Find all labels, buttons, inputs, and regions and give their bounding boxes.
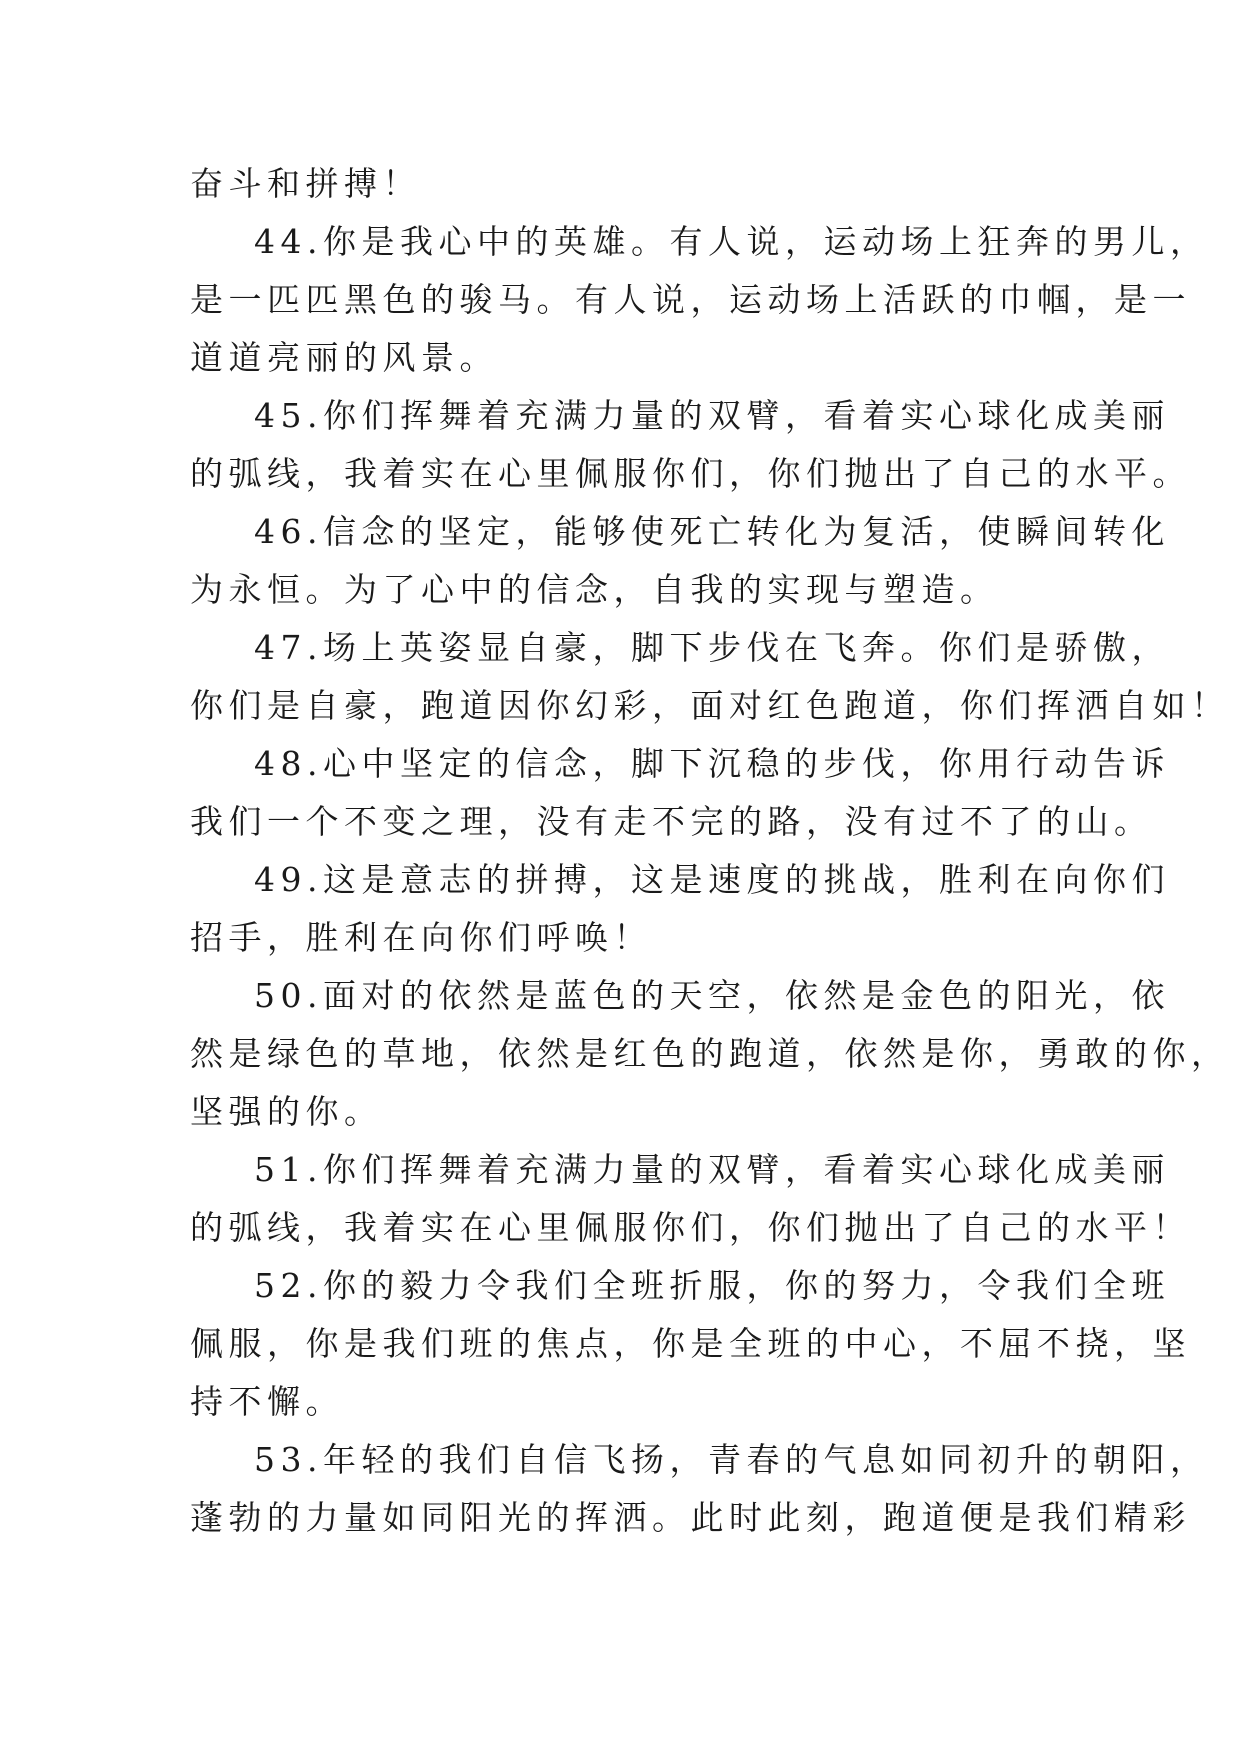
text-line: 我们一个不变之理，没有走不完的路，没有过不了的山。 bbox=[190, 802, 1153, 841]
text-line: 49.这是意志的拼搏，这是速度的挑战，胜利在向你们 bbox=[254, 860, 1170, 899]
text-line: 然是绿色的草地，依然是红色的跑道，依然是你，勇敢的你， bbox=[190, 1034, 1230, 1073]
text-line: 47.场上英姿显自豪，脚下步伐在飞奔。你们是骄傲， bbox=[254, 628, 1170, 667]
text-line: 52.你的毅力令我们全班折服，你的努力，令我们全班 bbox=[254, 1266, 1170, 1305]
text-line: 51.你们挥舞着充满力量的双臂，看着实心球化成美丽 bbox=[254, 1150, 1170, 1189]
text-line: 44.你是我心中的英雄。有人说，运动场上狂奔的男儿， bbox=[254, 222, 1209, 261]
text-line: 蓬勃的力量如同阳光的挥洒。此时此刻，跑道便是我们精彩 bbox=[190, 1498, 1191, 1537]
text-line: 45.你们挥舞着充满力量的双臂，看着实心球化成美丽 bbox=[254, 396, 1170, 435]
text-line: 为永恒。为了心中的信念，自我的实现与塑造。 bbox=[190, 570, 999, 609]
text-line: 持不懈。 bbox=[190, 1382, 344, 1421]
text-line: 道道亮丽的风景。 bbox=[190, 338, 498, 377]
text-line: 46.信念的坚定，能够使死亡转化为复活，使瞬间转化 bbox=[254, 512, 1170, 551]
text-line: 你们是自豪，跑道因你幻彩，面对红色跑道，你们挥洒自如！ bbox=[190, 686, 1230, 725]
text-line: 招手，胜利在向你们呼唤！ bbox=[190, 918, 652, 957]
text-line: 50.面对的依然是蓝色的天空，依然是金色的阳光，依 bbox=[254, 976, 1170, 1015]
text-line: 佩服，你是我们班的焦点，你是全班的中心，不屈不挠，坚 bbox=[190, 1324, 1191, 1363]
text-line: 48.心中坚定的信念，脚下沉稳的步伐，你用行动告诉 bbox=[254, 744, 1170, 783]
text-line: 53.年轻的我们自信飞扬，青春的气息如同初升的朝阳， bbox=[254, 1440, 1209, 1479]
text-line: 坚强的你。 bbox=[190, 1092, 383, 1131]
text-line: 的弧线，我着实在心里佩服你们，你们抛出了自己的水平！ bbox=[190, 1208, 1191, 1247]
text-line: 的弧线，我着实在心里佩服你们，你们抛出了自己的水平。 bbox=[190, 454, 1191, 493]
text-line: 是一匹匹黑色的骏马。有人说，运动场上活跃的巾帼，是一 bbox=[190, 280, 1191, 319]
text-line: 奋斗和拼搏！ bbox=[190, 164, 421, 203]
